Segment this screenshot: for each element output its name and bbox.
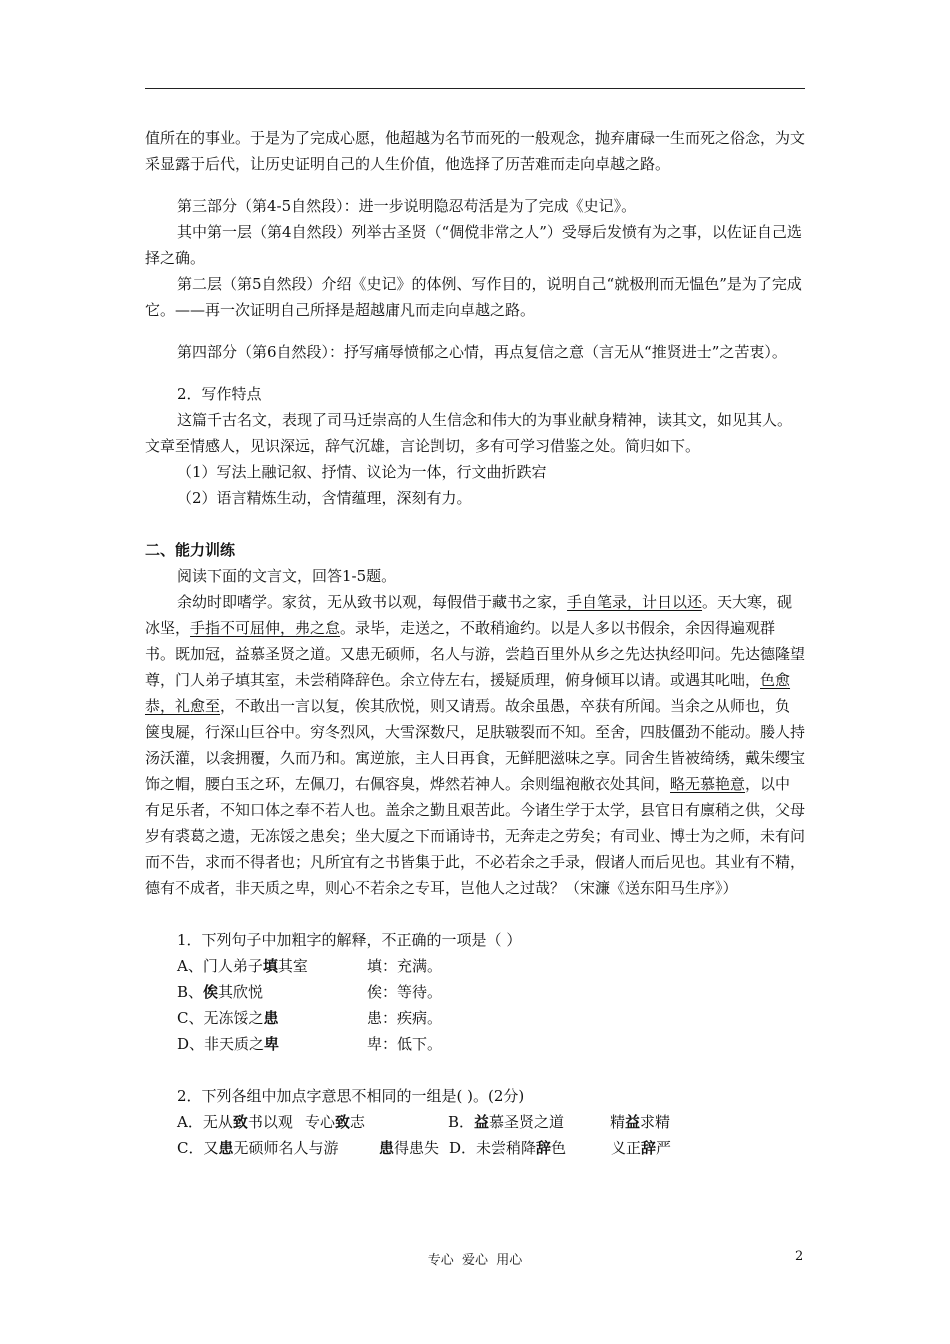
part-four: 第四部分（第6自然段）：抒写痛辱愤郁之心情，再点复信之意（言无从“推贤进士”之苦衷）。	[177, 343, 787, 361]
underlined-phrase: 手自笔录，计日以还	[567, 593, 703, 611]
section-title: 二、能力训练	[145, 541, 236, 559]
underlined-phrase: 手指不可屈伸，弗之怠	[190, 619, 341, 637]
paragraph-continuation: 值所在的事业。于是为了完成心愿，他超越为名节而死的一般观念，抛弃庸碌一生而死之俗念，为文采显露于后代，让历史证明自己的人生价值，他选择了历苦难而走向卓越之路。	[145, 129, 806, 173]
page-number: 2	[795, 1249, 804, 1264]
page-content	[145, 125, 805, 1161]
writing-features-heading: 2．写作特点	[177, 385, 262, 403]
part-three-layer-one: 其中第一层（第4自然段）列举古圣贤（“倜傥非常之人”）受辱后发愤有为之事，以佐证自己选择之确。	[145, 223, 802, 267]
question-1-option-d: D、非天质之卑 卑：低下。	[177, 1035, 443, 1053]
part-three-layer-two: 第二层（第5自然段）介绍《史记》的体例、写作目的，说明自己“就极刑而无愠色”是为了完成它。——再一次证明自己所择是超越庸凡而走向卓越之路。	[145, 275, 802, 319]
question-1-option-a: A、门人弟子填其室 填：充满。	[177, 957, 443, 975]
writing-features-paragraph: 这篇千古名文，表现了司马迁崇高的人生信念和伟大的为事业献身精神，读其文，如见其人。文章至情感人，见识深远，辞气沉雄，言论剀切，多有可学习借鉴之处。简归如下。	[145, 411, 793, 455]
reading-instruction: 阅读下面的文言文，回答1-5题。	[177, 567, 397, 585]
underlined-phrase: 略无慕艳意	[670, 775, 746, 793]
question-2-options-ab: A．无从致书以观 专心致志 B．益慕圣贤之道 精益求精	[177, 1113, 671, 1131]
question-2-options-cd: C．又患无硕师名人与游 患得患失 D．未尝稍降辞色 义正辞严	[177, 1139, 672, 1157]
feature-item-2: （2）语言精炼生动，含情蕴理，深刻有力。	[177, 489, 472, 507]
question-2-stem: 2．下列各组中加点字意思不相同的一组是( )。(2分)	[177, 1087, 525, 1105]
classical-passage: 余幼时即嗜学。家贫，无从致书以观，每假借于藏书之家，手自笔录，计日以还。天大寒，砚冰坚，手指不可屈伸，弗之怠。录毕，走送之，不敢稍逾约。以是人多以书假余，余因得遍观群书。既加冠，益慕圣贤之道。又患无硕师，名人与游，尝趋百里外从乡之先达执经叩问。先达德隆望尊，门人弟子填其室，未尝稍降辞色。余立侍左右，援疑质理，俯身倾耳以请。或遇其叱咄，色愈恭，礼愈至，不敢出一言以复，俟其欣悦，则又请焉。故余虽愚，卒获有所闻。当余之从师也，负箧曳屣，行深山巨谷中。穷冬烈风，大雪深数尺，足肤皲裂而不知。至舍，四肢僵劲不能动。媵人持汤沃灌，以衾拥覆，久而乃和。寓逆旅，主人日再食，无鲜肥滋味之享。同舍生皆被绮绣，戴朱缨宝饰之帽，腰白玉之环，左佩刀，右佩容臭，烨然若神人。余则缊袍敝衣处其间，略无慕艳意，以中有足乐者，不知口体之奉不若人也。盖余之勤且艰苦此。今诸生学于太学，县官日有廪稍之供，父母岁有裘葛之遗，无冻馁之患矣；坐大厦之下而诵诗书，无奔走之劳矣；有司业、博士为之师，未有问而不告，求而不得者也；凡所宜有之书皆集于此，不必若余之手录，假诸人而后见也。其业有不精，德有不成者，非天质之卑，则心不若余之专耳，岂他人之过哉？（宋濂《送东阳马生序》）	[145, 593, 806, 897]
header-rule	[145, 88, 805, 89]
question-1-stem: 1．下列句子中加粗字的解释，不正确的一项是（ ）	[177, 931, 522, 949]
question-1-option-c: C、无冻馁之患 患：疾病。	[177, 1009, 443, 1027]
feature-item-1: （1）写法上融记叙、抒情、议论为一体，行文曲折跌宕	[177, 463, 547, 481]
question-1-option-b: B、俟其欣悦 俟：等待。	[177, 983, 443, 1001]
footer-motto: 专心 爱心 用心	[427, 1253, 523, 1268]
part-three-heading: 第三部分（第4-5自然段）：进一步说明隐忍苟活是为了完成《史记》。	[177, 197, 637, 215]
underlined-phrase: 色愈恭，礼愈至	[145, 671, 791, 715]
